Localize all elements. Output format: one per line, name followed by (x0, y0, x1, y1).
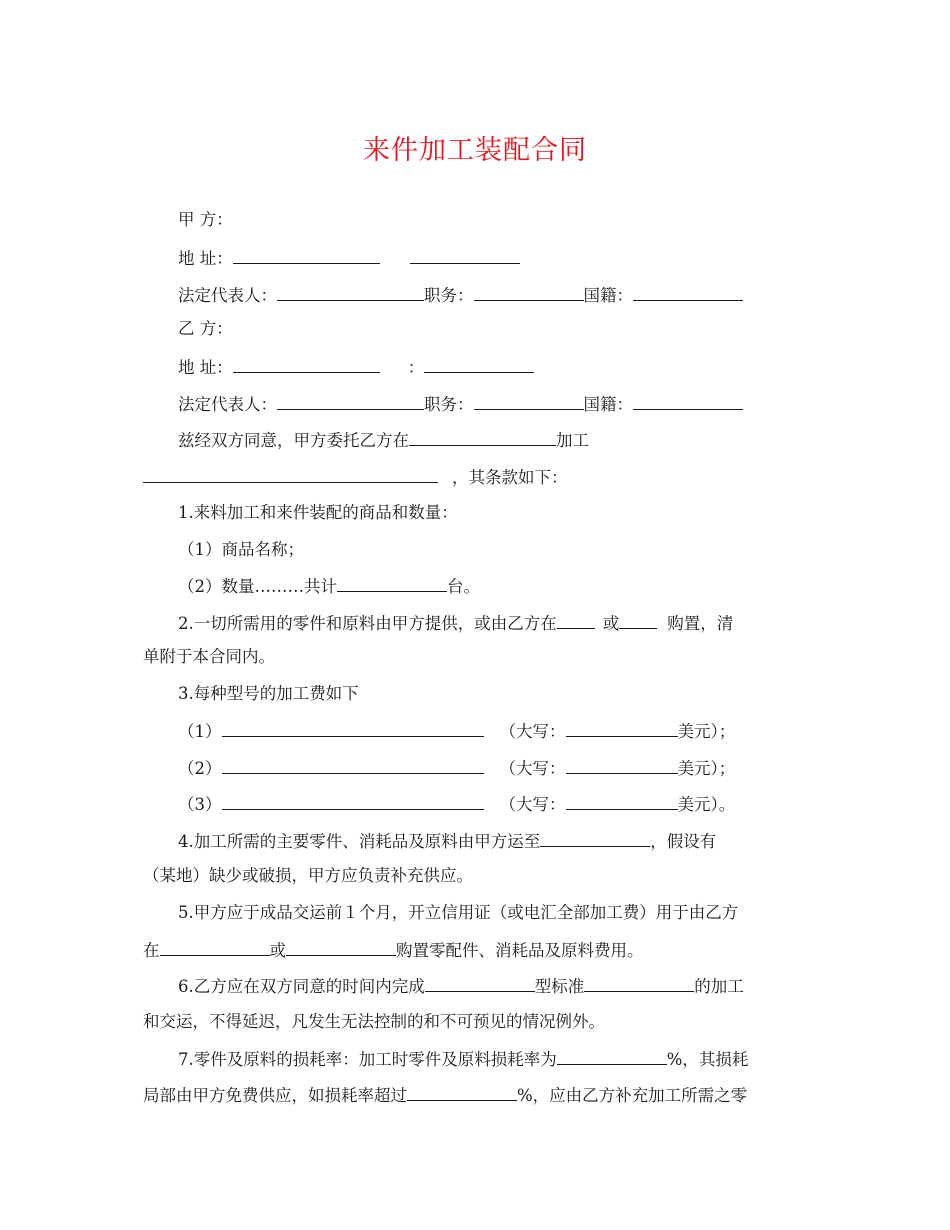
fee-capital-label: （大写： (499, 722, 566, 741)
clause-text: 台。 (447, 577, 480, 596)
blank-field (425, 974, 535, 992)
legal-rep-label: 法定代表人： (178, 286, 277, 305)
fee-row-number: （1） (178, 722, 222, 741)
blank-field (566, 756, 678, 774)
fee-currency-label: 美元）。 (677, 795, 736, 814)
clause-text: 购置零配件、消耗品及原料费用。 (396, 941, 644, 960)
clause-text: 或 (602, 614, 620, 633)
position-label: 职务： (424, 286, 474, 305)
clause-text: 5.甲方应于成品交运前１个月，开立信用证（或电汇全部加工费）用于由乙方 (178, 903, 739, 922)
blank-field (409, 428, 556, 446)
clause-2-cont (143, 646, 275, 668)
fee-row-number: （2） (178, 759, 222, 778)
blank-field (540, 829, 650, 847)
blank-field (337, 574, 447, 592)
clause-text: （某地）缺少或破损，甲方应负责补充供应。 (143, 866, 473, 885)
party-b-line (178, 318, 233, 340)
nationality-label: 国籍： (583, 395, 633, 414)
blank-field (407, 1083, 517, 1101)
blank-field (566, 719, 678, 737)
blank-field (584, 974, 694, 992)
position-label: 职务： (424, 395, 474, 414)
clause-6 (178, 974, 744, 998)
intro-line-2 (143, 465, 568, 489)
party-a-rep-line (178, 283, 743, 307)
clause-6-cont (143, 1011, 605, 1033)
fee-capital-label: （大写： (499, 795, 566, 814)
blank-field (633, 283, 743, 301)
clause-text: 型标准 (534, 977, 585, 996)
address-label: 地 址： (178, 358, 233, 377)
blank-field (277, 392, 424, 410)
clause-3 (178, 683, 359, 705)
colon-label: ： (407, 358, 425, 377)
blank-field (286, 938, 396, 956)
clause-1-2 (178, 574, 480, 598)
blank-field (619, 611, 657, 629)
clause-1-1 (178, 539, 304, 561)
intro-text-tail: ，其条款如下： (452, 468, 568, 487)
clause-text: 或 (269, 941, 286, 960)
page-title: 来件加工装配合同 (363, 135, 587, 166)
blank-field (424, 355, 534, 373)
blank-field (222, 719, 484, 737)
clause-1 (178, 502, 458, 524)
intro-text-tail: 加工 (556, 431, 589, 450)
party-a-line (178, 209, 233, 231)
clause-text: 2.一切所需用的零件和原料由甲方提供，或由乙方在 (178, 614, 557, 633)
nationality-label: 国籍： (583, 286, 633, 305)
clause-text: 局部由甲方免费供应，如损耗率超过 (143, 1086, 407, 1105)
clause-text: 购置，清 (667, 614, 734, 633)
blank-field (277, 283, 424, 301)
clause-text: 3.每种型号的加工费如下 (178, 684, 359, 703)
clause-5-cont (143, 938, 644, 962)
fee-capital-label: （大写： (499, 759, 566, 778)
clause-text: 和交运，不得延迟，凡发生无法控制的和不可预见的情况例外。 (143, 1012, 605, 1031)
party-a-address-line (178, 246, 520, 270)
party-a-label: 甲 方： (178, 210, 233, 229)
blank-field (474, 283, 584, 301)
party-b-label: 乙 方： (178, 319, 233, 338)
clause-4 (178, 829, 716, 853)
blank-field (233, 246, 380, 264)
clause-7-cont (143, 1083, 747, 1107)
intro-text: 兹经双方同意，甲方委托乙方在 (178, 431, 409, 450)
clause-text: （2）数量………共计 (178, 577, 337, 596)
clause-text: 7.零件及原料的损耗率：加工时零件及原料损耗率为 (178, 1050, 557, 1069)
clause-7 (178, 1047, 748, 1071)
blank-field (474, 392, 584, 410)
blank-field (233, 355, 380, 373)
clause-4-cont (143, 865, 473, 887)
blank-field (410, 246, 520, 264)
fee-currency-label: 美元）； (677, 722, 736, 741)
blank-field (160, 938, 270, 956)
clause-5 (178, 902, 738, 924)
blank-field (557, 611, 595, 629)
clause-text: 6.乙方应在双方同意的时间内完成 (178, 977, 425, 996)
blank-field (566, 792, 678, 810)
legal-rep-label: 法定代表人： (178, 395, 277, 414)
fee-row (178, 719, 735, 743)
clause-text: 4.加工所需的主要零件、消耗品及原料由甲方运至 (178, 832, 541, 851)
blank-field (633, 392, 743, 410)
party-b-address-line (178, 355, 534, 379)
fee-row (178, 756, 735, 780)
clause-text: %，应由乙方补充加工所需之零 (517, 1086, 748, 1105)
blank-field (557, 1047, 667, 1065)
clause-text: 在 (143, 941, 160, 960)
blank-field (143, 465, 438, 483)
clause-text: 的加工 (694, 977, 744, 996)
intro-line-1 (178, 428, 589, 452)
clause-2 (178, 611, 733, 635)
clause-text: %，其损耗 (666, 1050, 749, 1069)
fee-currency-label: 美元）； (677, 759, 736, 778)
party-b-rep-line (178, 392, 743, 416)
address-label: 地 址： (178, 249, 233, 268)
fee-row (178, 792, 735, 816)
clause-text: ，假设有 (650, 832, 717, 851)
blank-field (222, 792, 484, 810)
fee-row-number: （3） (178, 795, 222, 814)
clause-text: 单附于本合同内。 (143, 647, 275, 666)
clause-text: （1）商品名称； (178, 540, 304, 559)
clause-text: 1.来料加工和来件装配的商品和数量： (178, 503, 458, 522)
blank-field (222, 756, 484, 774)
